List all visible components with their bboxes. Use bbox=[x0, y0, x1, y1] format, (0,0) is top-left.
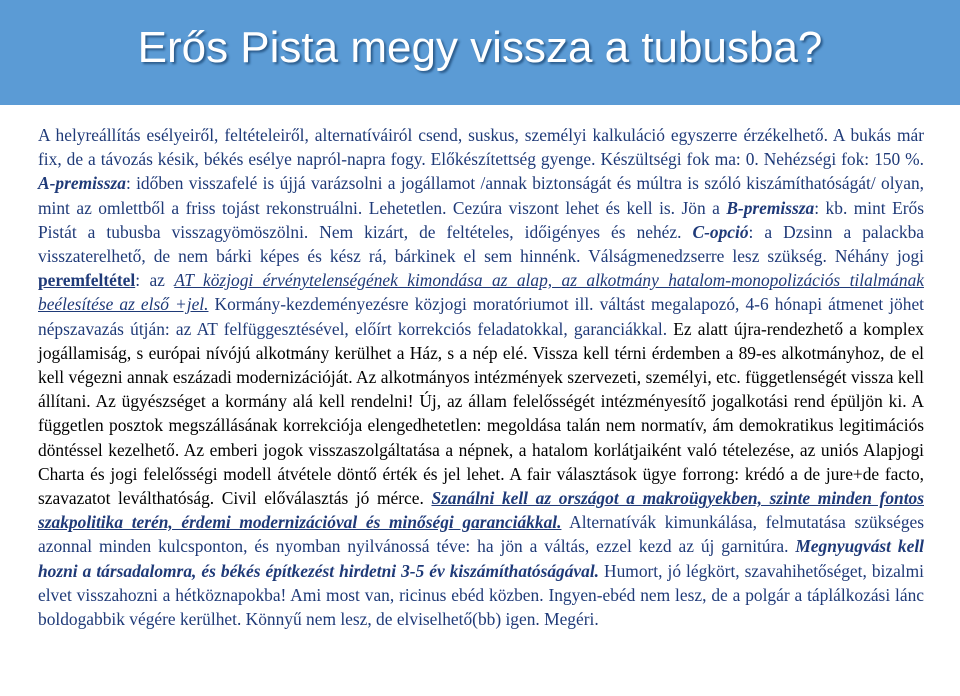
text-segment: : kb. mint Erős Pistát a tubusba visszagyömöszölni. Nem kizárt, de feltételes, időigényes és nehéz. bbox=[38, 197, 924, 242]
reform-emphasis: Szanálni kell az országot a makroügyekben, szinte minden fontos szakpolitika terén, érdemi modernizációval és minőségi garanciákkal. bbox=[38, 488, 924, 533]
a-premise-term: A-premissza bbox=[38, 173, 126, 194]
text-segment: Alternatívák kimunkálása, felmutatása szükséges azonnal minden kulcsponton, és nyomban nyilvánossá téve: ha jön a váltás, ezzel kezd az új garnitúra. bbox=[38, 512, 924, 557]
text-segment: Humort, jó légkört, szavahihetőséget, bizalmi elvet visszahozni a hétköznapokba! Ami most van, ricinus ebéd közben. Ingyen-ebéd nem lesz, de a polgár a táplálkozási lánc boldogabbik végére kerülhet. Könnyű nem lesz, de elviselhető(bb) igen. Megéri. bbox=[38, 560, 924, 630]
text-segment: : időben visszafelé is újjá varázsolni a jogállamot /annak biztonságát és múltra is szóló kiszámíthatóságát/ olyan, mint az omlettből a friss tojást rekonstruálni. Lehetetlen. Cezúra viszont lehet és kell is. Jön a bbox=[38, 173, 924, 218]
text-segment: Ez alatt újra-rendezhető a komplex jogállamiság, s európai nívójú alkotmány kerülhet a Ház, s a nép elé. Vissza kell térni érdemben a 89-es alkotmányhoz, de el kell végezni annak eszázadi modernizációját. Az alkotmányos intézmények szervezeti, személyi, etc. függetlenségét vissza kell állítani. Az ügyészséget a kormány alá kell rendelni! Új, az állam felelősségét intézményesítő jogalkotási rend épüljön ki. A független posztok megszállásának korrekciója elengedhetetlen: megoldása talán nem normatív, ám demokratikus legitimációs döntéssel kezelhető. Az emberi jogok visszaszolgáltatása a népnek, a hatalom korlátjaiként való tételezése, az uniós Alapjogi Charta és jogi felelősségi modell átvétele döntő érték és jel lehet. A fair választások ügye forrong: krédó a de jure+de facto, szavazatot leválthatóság. Civil előválasztás jó mérce. bbox=[38, 318, 924, 509]
text-segment: Kormány-kezdeményezésre közjogi moratóriumot ill. váltást megalapozó, 4-6 hónapi átmenet jöhet népszavazás útján: az AT felfüggesztésével, előírt korrekciós feladatokkal, garanciákkal. bbox=[38, 294, 924, 339]
calm-emphasis: Megnyugvást kell hozni a társadalomra, és békés építkezést hirdetni 3-5 év kiszámíthatóságával. bbox=[38, 536, 924, 581]
text-segment: : az bbox=[135, 270, 175, 291]
text-segment: Néhány jogi bbox=[834, 246, 925, 267]
text-segment: A helyreállítás esélyeiről, feltételeiről, alternatíváiról csend, suskus, személyi kalkuláció egyszerre érzékelhető. A bukás már fix, de a távozás késik, békés esélye napról-napra fogy. Előkészítettség gyenge. Készültségi fok ma: 0. Nehézségi fok: 150 %. bbox=[38, 125, 924, 170]
body-paragraph bbox=[38, 123, 924, 631]
at-invalidity-phrase: AT közjogi érvénytelenségének kimondása az alap, az alkotmány hatalom-monopolizációs tilalmának beélesítése az első +jel. bbox=[38, 270, 924, 315]
slide-title: Erős Pista megy vissza a tubusba? bbox=[137, 23, 823, 72]
b-premise-term: B-premissza bbox=[726, 197, 815, 218]
boundary-condition-term: peremfeltétel bbox=[38, 270, 136, 291]
text-segment: : a Dzsinn a palackba visszaterelhető, de nem bárki képes és kész rá, bárkinek el sem hinnénk. Válságmenedzserre lesz szükség. bbox=[38, 221, 924, 267]
c-option-term: C-opció bbox=[692, 221, 749, 242]
